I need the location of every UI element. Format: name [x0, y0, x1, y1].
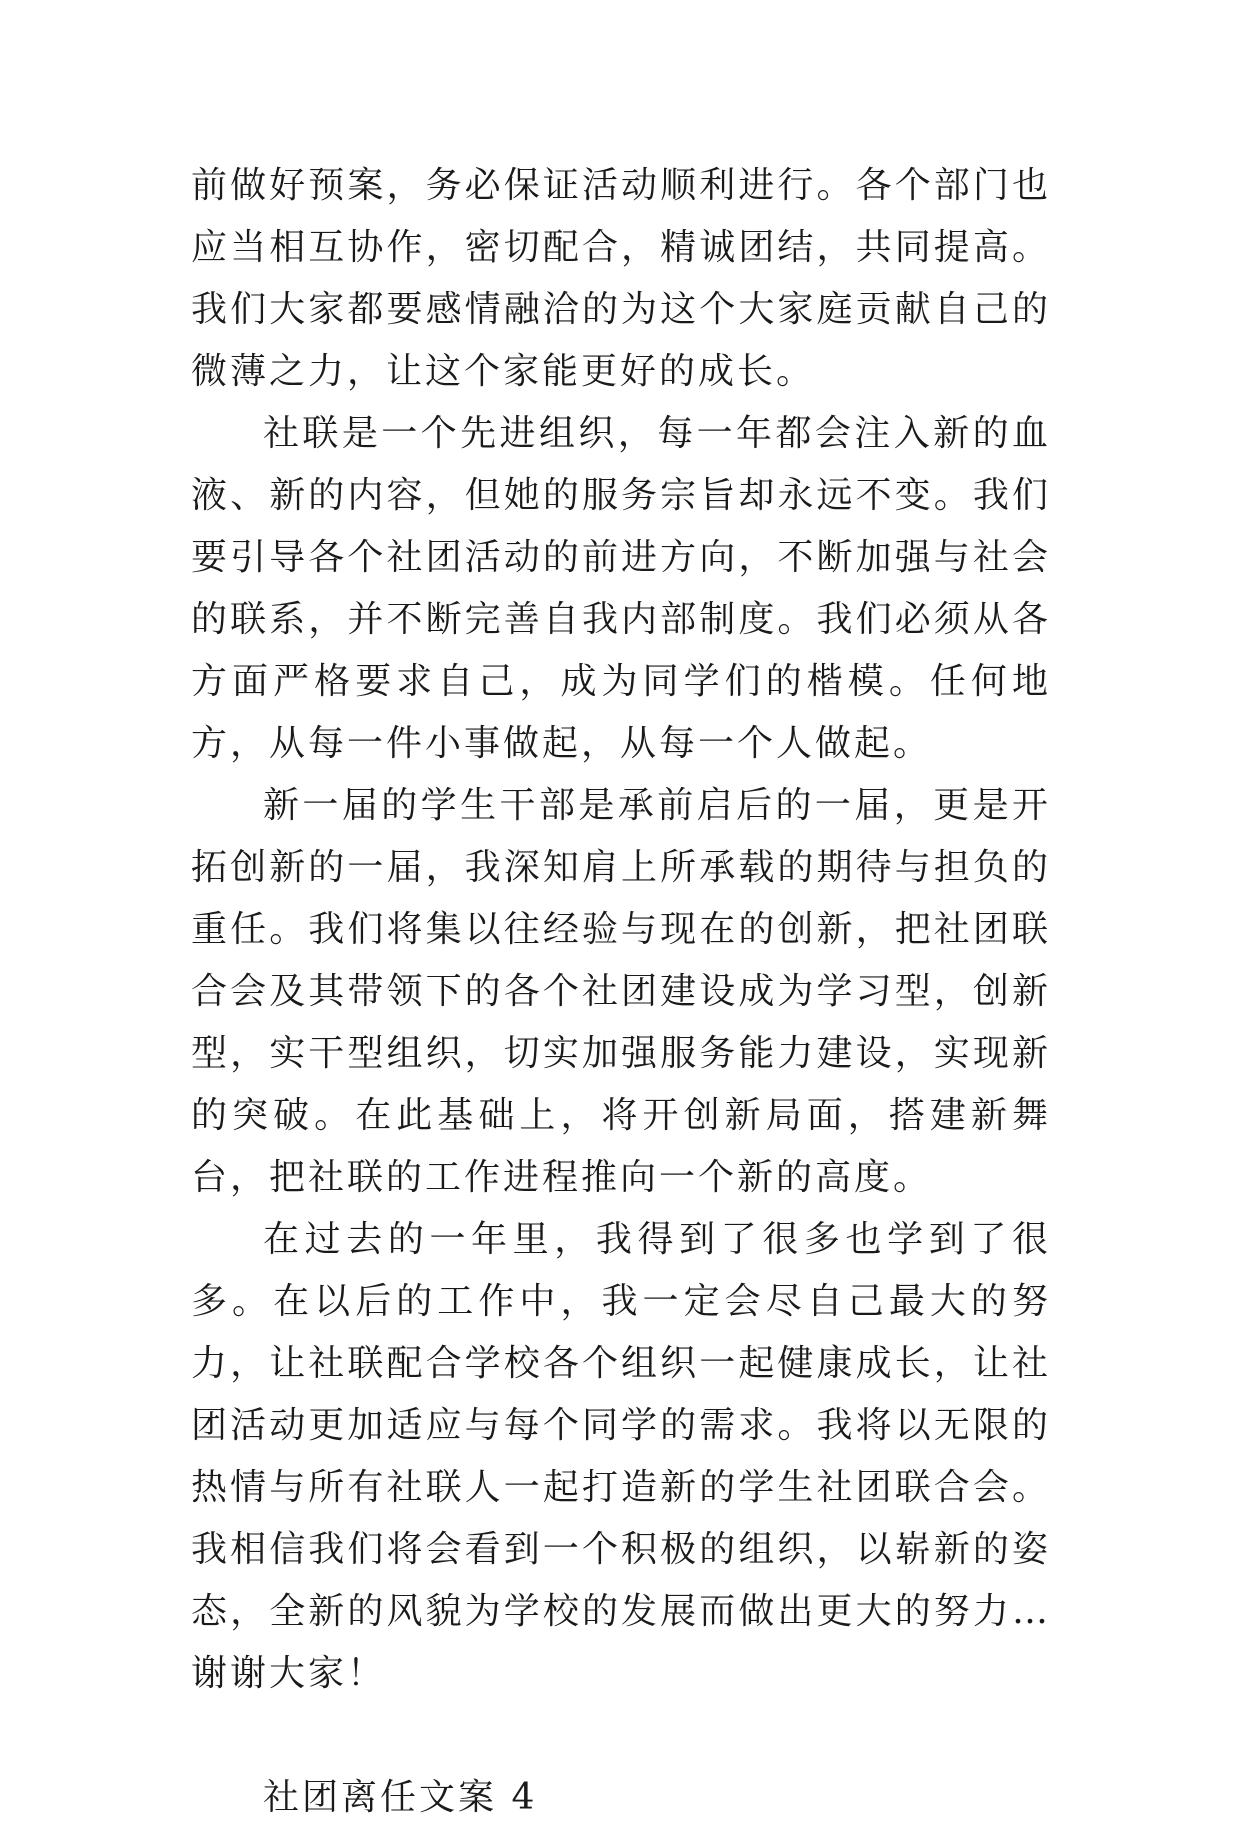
document-body	[191, 155, 1051, 1829]
paragraph-2: 社联是一个先进组织，每一年都会注入新的血液、新的内容，但她的服务宗旨却永远不变。我们要引导各个社团活动的前进方向，不断加强与社会的联系，并不断完善自我内部制度。我们必须从各方面严格要求自己，成为同学们的楷模。任何地方，从每一件小事做起，从每一个人做起。	[191, 413, 1051, 764]
paragraph-4: 在过去的一年里，我得到了很多也学到了很多。在以后的工作中，我一定会尽自己最大的努力，让社联配合学校各个组织一起健康成长，让社团活动更加适应与每个同学的需求。我将以无限的热情与所有社联人一起打造新的学生社团联合会。我相信我们将会看到一个积极的组织，以崭新的姿态，全新的风貌为学校的发展而做出更大的努力…谢谢大家！	[191, 1219, 1051, 1694]
paragraph-3: 新一届的学生干部是承前启后的一届，更是开拓创新的一届，我深知肩上所承载的期待与担负的重任。我们将集以往经验与现在的创新，把社团联合会及其带领下的各个社团建设成为学习型，创新型，实干型组织，切实加强服务能力建设，实现新的突破。在此基础上，将开创新局面，搭建新舞台，把社联的工作进程推向一个新的高度。	[191, 785, 1051, 1198]
paragraph-continuation: 前做好预案，务必保证活动顺利进行。各个部门也应当相互协作，密切配合，精诚团结，共同提高。我们大家都要感情融洽的为这个大家庭贡献自己的微薄之力，让这个家能更好的成长。	[191, 165, 1051, 392]
section-heading: 社团离任文案 4	[263, 1777, 538, 1818]
